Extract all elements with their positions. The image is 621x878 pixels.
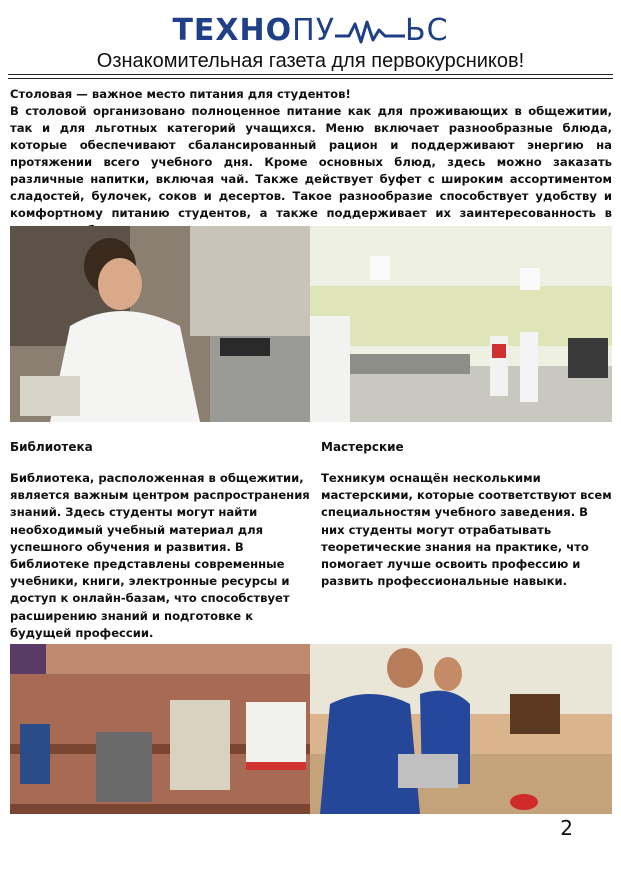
logo	[0, 14, 621, 48]
header-divider	[8, 74, 613, 75]
photo-library	[10, 644, 310, 814]
logo-text-part2: ПУ	[292, 13, 335, 48]
canteen-title: Столовая — важное место питания для студентов!	[10, 87, 351, 101]
logo-text-part1: ТЕХНО	[172, 13, 293, 48]
page-number: 2	[560, 816, 573, 840]
workshops-title: Мастерские	[321, 440, 404, 454]
library-body: Библиотека, расположенная в общежитии, является важным центром распространения знаний. Здесь студенты могут найти необходимый учебный материал для успешного обучения и развития. В библиотеке представлены современные учебники, книги, электронные ресурсы и доступ к онлайн-базам, что способствует расширению знаний и подготовке к будущей профессии.	[10, 471, 310, 640]
photo-canteen-hall	[310, 226, 612, 422]
photo-cook	[10, 226, 310, 422]
library-title: Библиотека	[10, 440, 93, 454]
workshops-body: Техникум оснащён несколькими мастерскими, которые соответствуют всем специальностям учебного заведения. В них студенты могут отрабатывать теоретические знания на практике, что помогает лучше освоить профессию и развить профессиональные навыки.	[321, 471, 612, 589]
newspaper-subtitle: Ознакомительная газета для первокурсников!	[96, 50, 525, 72]
logo-text-part3: ЬС	[405, 13, 449, 48]
header-divider-second	[8, 78, 613, 79]
pulse-line-icon	[335, 18, 405, 46]
photo-workshop	[310, 644, 612, 814]
canteen-body: В столовой организовано полноценное питание как для проживающих в общежитии, так и для льготных категорий учащихся. Меню включает разнообразные блюда, которые обеспечивают сбалансированный рацион и поддерживают энергию на протяжении всего учебного дня. Кроме основных блюд, здесь можно заказать различные напитки, включая чай. Также действует буфет с широким ассортиментом сладостей, булочек, соков и десертов. Такое разнообразие способствует удобству и комфортному питанию студентов, а также поддерживает их заинтересованность в	[10, 104, 612, 220]
canteen-article	[10, 86, 612, 239]
